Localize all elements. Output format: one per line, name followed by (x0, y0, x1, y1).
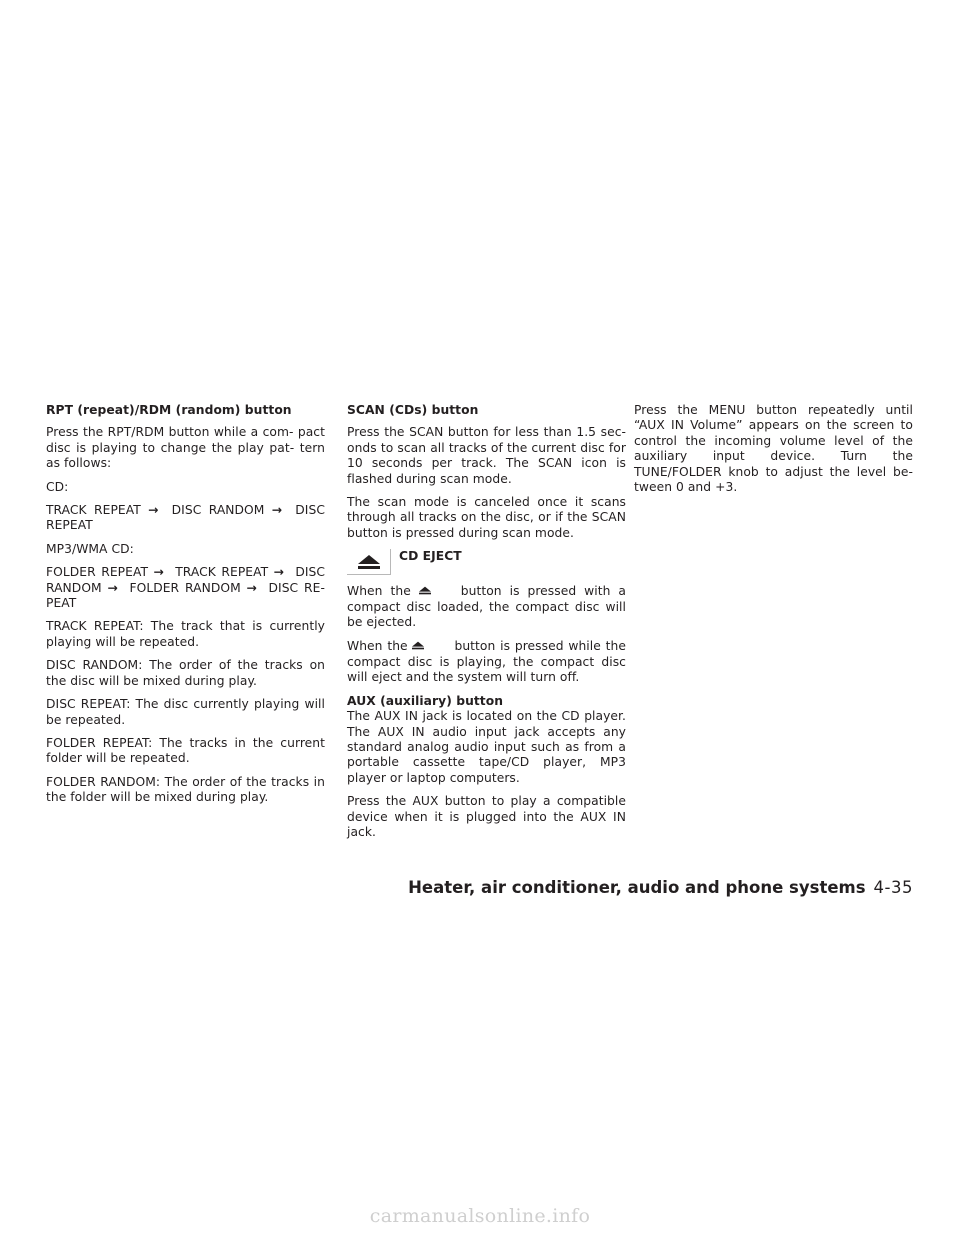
definition-disc-repeat: DISC REPEAT: The disc currently playing will be repeated. (46, 697, 325, 727)
page-footer (408, 878, 913, 897)
cd-seq-item: DISC REPEAT (46, 503, 325, 533)
cd-sequence (46, 503, 325, 534)
mp3-label: MP3/WMA CD: (46, 541, 134, 556)
scan-paragraph-1: Press the SCAN button for less than 1.5 sec- onds to scan all tracks of the current disc for 10 seconds per track. The SCAN icon is flashed during scan mode. (347, 425, 626, 486)
eject-icon (412, 641, 424, 650)
menu-paragraph: Press the MENU button repeatedly until “AUX IN Volume” appears on the screen to control the incoming volume level of the auxiliary input device. Turn the TUNE/FOLDER knob to adjust the level be- tween 0 and +3. (634, 403, 913, 495)
arrow-right-icon: → (153, 565, 164, 580)
arrow-right-icon: → (148, 503, 159, 518)
definition-folder-repeat: FOLDER REPEAT: The tracks in the current folder will be repeated. (46, 735, 325, 766)
eject-p2-end: button is pressed while the compact disc is playing, the compact disc will eject and the system will turn off. (347, 639, 626, 685)
eject-icon (419, 586, 431, 595)
eject-icon-inline (412, 638, 454, 653)
eject-icon-box (347, 549, 391, 575)
mp3-seq-item: FOLDER REPEAT (46, 565, 149, 580)
eject-icon-inline (419, 583, 461, 598)
eject-paragraph-1 (347, 583, 626, 630)
arrow-right-icon: → (246, 580, 257, 595)
mp3-seq-item: TRACK REPEAT (175, 565, 269, 580)
rpt-rdm-heading: RPT (repeat)/RDM (random) button (46, 403, 292, 417)
mp3-seq-item: FOLDER RANDOM (129, 580, 241, 595)
mp3-sequence (46, 565, 325, 611)
arrow-right-icon: → (273, 565, 285, 580)
rpt-rdm-intro: Press the RPT/RDM button while a com- pact disc is playing to change the play pat- tern as follows: (46, 425, 325, 471)
aux-paragraph-2: Press the AUX button to play a compatible device when it is plugged into the AUX IN jack. (347, 794, 626, 839)
mp3-seq-item: DISC RANDOM (46, 565, 326, 595)
footer-section-title: Heater, air conditioner, audio and phone systems (408, 878, 866, 897)
eject-p2-start: When the (347, 639, 408, 654)
arrow-right-icon: → (107, 580, 118, 595)
eject-icon (358, 555, 380, 569)
aux-heading: AUX (auxiliary) button (347, 693, 504, 708)
column-scan-eject-aux (347, 403, 626, 848)
scan-paragraph-2: The scan mode is canceled once it scans through all tracks on the disc, or if the SCAN button is pressed during scan mode. (347, 495, 626, 540)
cd-seq-item: DISC RANDOM (171, 503, 265, 518)
eject-paragraph-2 (347, 638, 626, 685)
arrow-right-icon: → (271, 503, 283, 518)
cd-label: CD: (46, 479, 69, 494)
mp3-seq-item: DISC RE- PEAT (46, 580, 325, 611)
column-rpt-rdm (46, 403, 325, 814)
aux-paragraph-1: The AUX IN jack is located on the CD player. The AUX IN audio input jack accepts any standard analog audio input such as from a portable cassette tape/CD player, MP3 player or laptop computers. (347, 709, 626, 785)
eject-p1-start: When the (347, 584, 411, 599)
column-menu (634, 403, 913, 503)
scan-heading: SCAN (CDs) button (347, 403, 479, 417)
definition-track-repeat: TRACK REPEAT: The track that is currently playing will be repeated. (46, 619, 325, 649)
eject-p1-end: button is pressed with a compact disc loaded, the compact disc will be ejected. (347, 584, 626, 630)
cd-eject-heading (347, 549, 626, 575)
watermark: carmanualsonline.info (369, 1205, 591, 1227)
cd-eject-label: CD EJECT (399, 549, 462, 564)
definition-disc-random: DISC RANDOM: The order of the tracks on the disc will be mixed during play. (46, 658, 325, 688)
cd-seq-item: TRACK REPEAT (46, 503, 141, 518)
definition-folder-random: FOLDER RANDOM: The order of the tracks in the folder will be mixed during play. (46, 774, 325, 805)
page-number: 4-35 (873, 878, 913, 897)
